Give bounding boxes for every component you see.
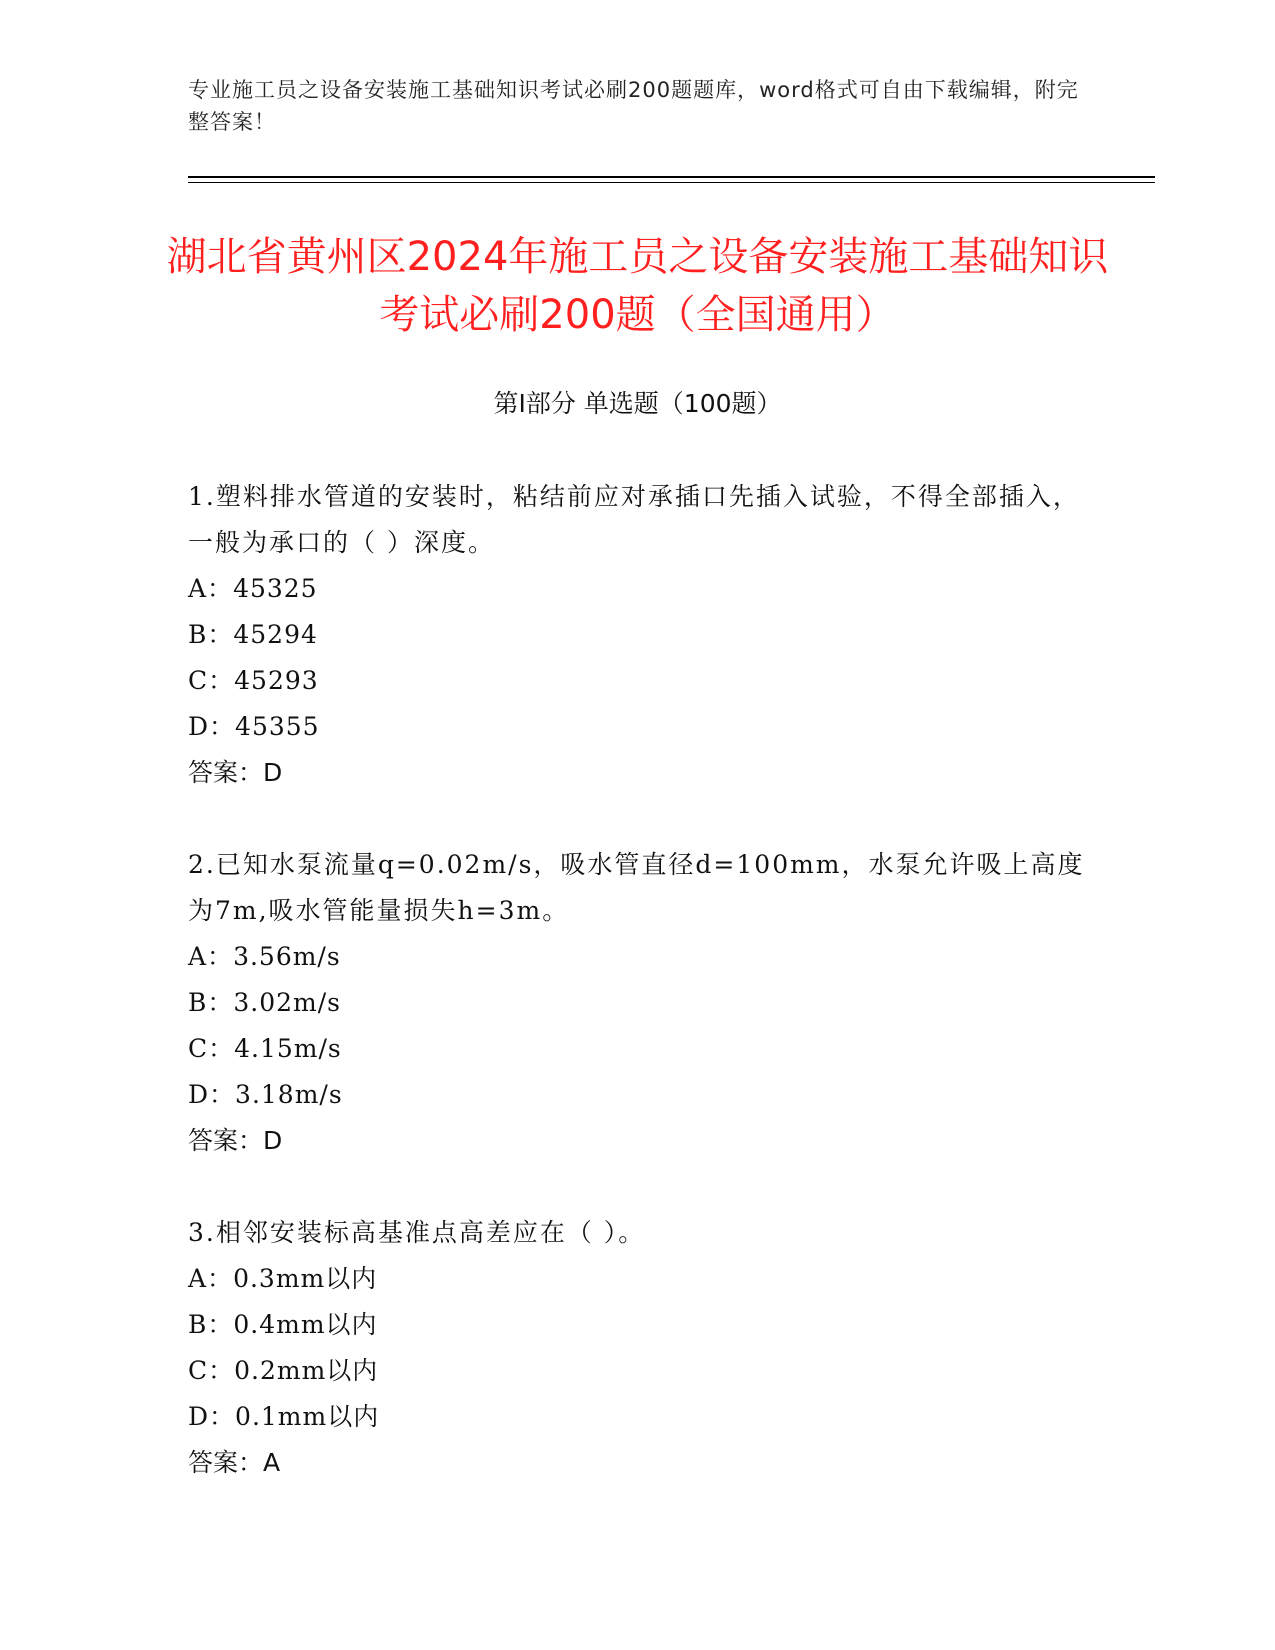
option-a	[188, 566, 1088, 612]
section-title: 第Ⅰ部分 单选题（100题）	[493, 389, 782, 418]
question-stem: 2.已知水泵流量q=0.02m/s，吸水管直径d=100mm，水泵允许吸上高度为7m,吸水管能量损失h=3m。	[188, 850, 1085, 925]
option-text: 4.15m/s	[234, 1034, 342, 1063]
header-rule-thin	[188, 182, 1155, 183]
option-key: A：	[188, 942, 234, 971]
answer-line: 答案：D	[188, 1126, 283, 1155]
option-key: D：	[188, 1080, 236, 1109]
header-note: 专业施工员之设备安装施工基础知识考试必刷200题题库，word格式可自由下载编辑，附完整答案！	[188, 78, 1079, 134]
question-2	[188, 842, 1088, 1164]
option-a	[188, 1256, 1088, 1302]
option-key: B：	[188, 620, 234, 649]
option-key: C：	[188, 666, 235, 695]
option-key: A：	[188, 1264, 234, 1293]
option-key: A：	[188, 574, 234, 603]
option-key: C：	[188, 1356, 235, 1385]
option-c	[188, 658, 1088, 704]
option-text: 0.2mm以内	[234, 1356, 379, 1385]
option-text: 3.02m/s	[233, 988, 341, 1017]
option-text: 45355	[235, 712, 320, 741]
option-a	[188, 934, 1088, 980]
option-b	[188, 612, 1088, 658]
option-d	[188, 704, 1088, 750]
answer-line: 答案：D	[188, 758, 283, 787]
option-b	[188, 980, 1088, 1026]
question-stem: 1.塑料排水管道的安装时，粘结前应对承插口先插入试验，不得全部插入，一般为承口的（ ）深度。	[188, 482, 1080, 557]
option-text: 0.3mm以内	[233, 1264, 378, 1293]
option-key: D：	[188, 1402, 236, 1431]
question-stem: 3.相邻安装标高基准点高差应在（ ）。	[188, 1218, 646, 1247]
question-1	[188, 474, 1088, 796]
option-c	[188, 1026, 1088, 1072]
option-key: B：	[188, 1310, 234, 1339]
option-c	[188, 1348, 1088, 1394]
document-title: 湖北省黄州区2024年施工员之设备安装施工基础知识考试必刷200题（全国通用）	[166, 234, 1109, 338]
option-text: 3.18m/s	[235, 1080, 343, 1109]
answer-line: 答案：A	[188, 1448, 281, 1477]
option-text: 45293	[234, 666, 319, 695]
option-key: C：	[188, 1034, 235, 1063]
option-text: 3.56m/s	[233, 942, 341, 971]
option-key: B：	[188, 988, 234, 1017]
option-text: 0.1mm以内	[235, 1402, 380, 1431]
option-d	[188, 1072, 1088, 1118]
question-3	[188, 1210, 1088, 1486]
option-text: 45294	[233, 620, 318, 649]
question-list	[188, 474, 1088, 1532]
option-text: 0.4mm以内	[233, 1310, 378, 1339]
option-d	[188, 1394, 1088, 1440]
option-text: 45325	[233, 574, 318, 603]
option-key: D：	[188, 712, 236, 741]
header-rule-thick	[188, 176, 1155, 178]
option-b	[188, 1302, 1088, 1348]
